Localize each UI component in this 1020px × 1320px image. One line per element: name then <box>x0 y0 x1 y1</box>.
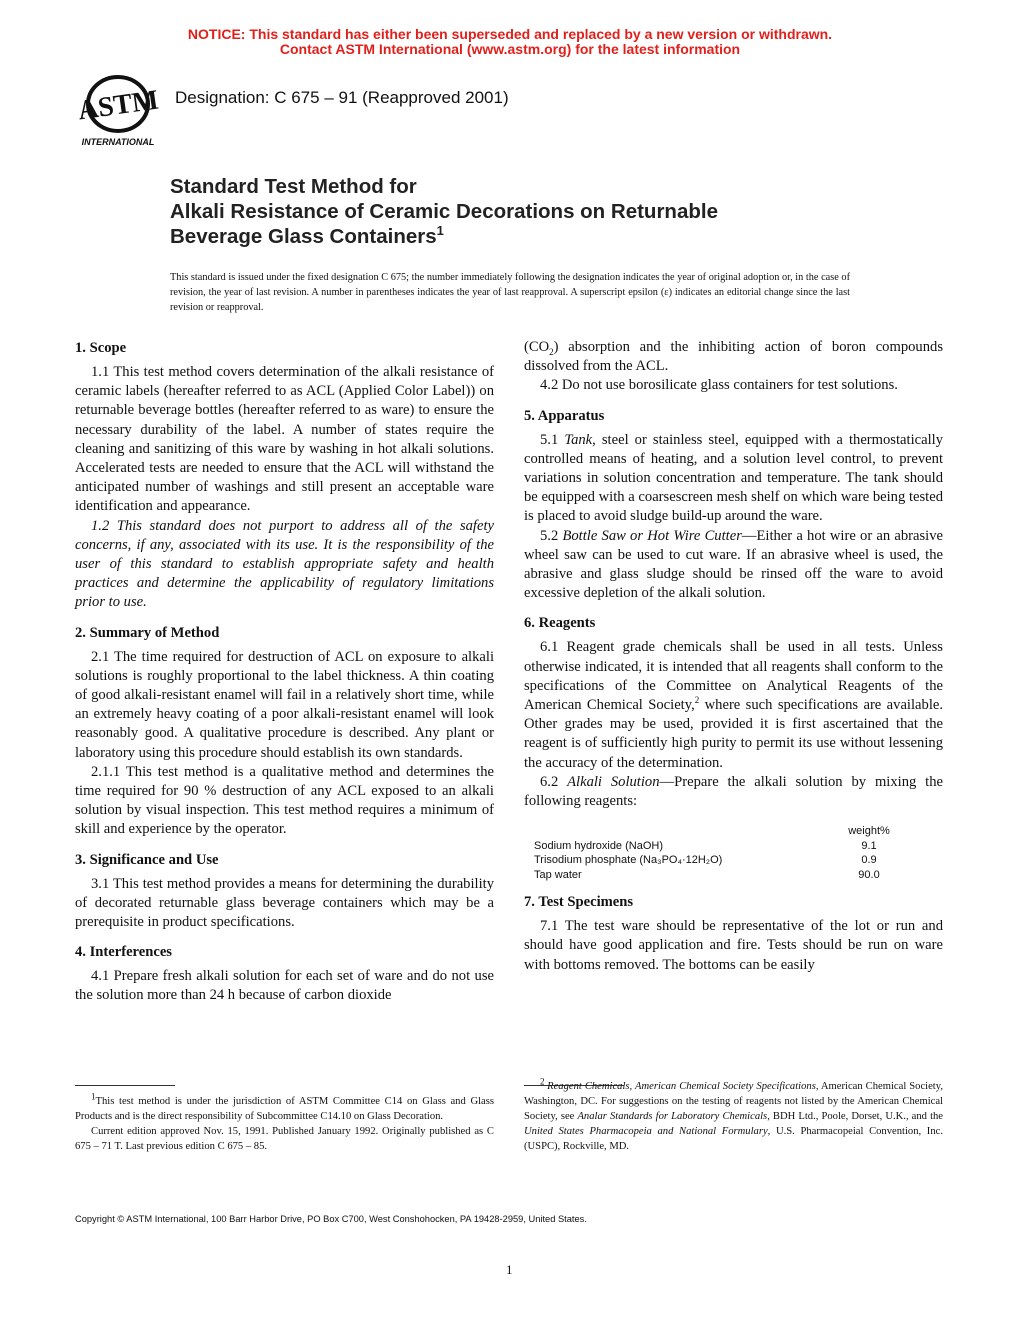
text-segment: 5.2 <box>540 527 563 544</box>
section-heading: 2. Summary of Method <box>75 624 220 641</box>
section <box>524 406 943 604</box>
text-segment: This test method is under the jurisdiction of ASTM Committee C14 on Glass and Glass Products and is the direct responsibility of Subcommittee C14.10 on Glass Decoration. <box>75 1096 494 1122</box>
reagent-weight: 90.0 <box>858 868 880 881</box>
text-segment: , steel or stainless steel, equipped with a thermostatically controlled means of heating, and a solution level control, to prevent variations in solution concentration and temperature. The tank should be equipped with a coarsescreen mesh shelf on which ware being tested is placed to avoid sludge build-up around the ware. <box>524 431 943 525</box>
title-line-3: Beverage Glass Containers <box>170 225 437 248</box>
reagent-name: Tap water <box>534 868 582 881</box>
text-segment: United States Pharmacopeia and National Formulary <box>524 1126 768 1137</box>
text-segment: 7.1 The test ware should be representative of the lot or run and should have good application and fire. Tests should be run on ware with bottoms removed. The bottoms can be easily <box>524 918 943 973</box>
text-segment: Alkali Solution <box>567 773 660 790</box>
notice-banner <box>0 27 1020 57</box>
copyright: Copyright © ASTM International, 100 Barr Harbor Drive, PO Box C700, West Conshohocken, PA 19428-2959, United States. <box>75 1214 587 1224</box>
section-heading: 7. Test Specimens <box>524 894 634 911</box>
text-segment: 1.2 This standard does not purport to address all of the safety concerns, if any, associated with its use. It is the responsibility of the user of this standard to establish appropriate safety and health practices and determine the applicability of regulatory limitations prior to use. <box>75 517 494 611</box>
section-heading: 3. Significance and Use <box>75 851 219 868</box>
section-heading: 5. Apparatus <box>524 407 605 424</box>
text-segment: 2 <box>694 695 700 706</box>
paragraph <box>75 648 494 763</box>
text-segment: 6.2 <box>540 773 568 790</box>
section-heading: 4. Interferences <box>75 944 172 961</box>
text-segment: , American Chemical Society, Washington, DC. For suggestions on the testing of reagents not listed by the American Chemical Society, see <box>524 1081 944 1122</box>
section <box>75 623 494 840</box>
title-line-2: Alkali Resistance of Ceramic Decorations on Returnable <box>170 200 718 223</box>
reagent-name: Sodium hydroxide (NaOH) <box>534 839 663 852</box>
footnote <box>75 1091 494 1124</box>
text-segment: Reagent Chemicals, American Chemical Society Specifications <box>547 1081 816 1092</box>
right-column <box>524 338 943 975</box>
section-heading: 1. Scope <box>75 340 127 356</box>
paragraph <box>75 875 494 933</box>
notice-line-2[interactable]: Contact ASTM International (www.astm.org) for the latest information <box>279 41 741 57</box>
title-line-1: Standard Test Method for <box>170 175 417 198</box>
text-segment: , U.S. Pharmacopeial Convention, Inc. (USPC), Rockville, MD. <box>524 1126 943 1152</box>
title-footnote-ref[interactable]: 1 <box>436 223 444 239</box>
notice-line-1: NOTICE: This standard has either been superseded and replaced by a new version or withdrawn. <box>187 26 833 42</box>
section <box>75 338 494 613</box>
paragraph <box>524 917 943 975</box>
paragraph <box>524 431 943 527</box>
reagent-weight: 9.1 <box>861 839 877 852</box>
text-segment: —Either a hot wire or an abrasive wheel saw can be used to cut ware. If an abrasive wheel is used, the abrasive and glass sludge should be rinsed off the ware to avoid excessive depletion of the alkali solution. <box>524 527 943 602</box>
text-segment: where such specifications are available. Other grades may be used, provided it is first ascertained that the reagent is of sufficiently high purity to permit its use without lessening the accuracy of the determination. <box>524 697 943 771</box>
text-segment: 2 <box>549 346 554 357</box>
paragraph <box>524 638 943 772</box>
text-segment: Bottle Saw or Hot Wire Cutter <box>562 527 742 544</box>
text-segment: ) absorption and the inhibiting action of boron compounds dissolved from the ACL. <box>524 339 943 375</box>
footnote <box>524 1076 944 1154</box>
text-segment: 3.1 This test method provides a means for determining the durability of decorated returnable glass beverage containers which may be a prerequisite in product specifications. <box>75 875 494 931</box>
section <box>524 613 943 882</box>
page-number: 1 <box>506 1262 513 1277</box>
footnote <box>75 1124 494 1154</box>
reagent-weight: 0.9 <box>861 854 877 867</box>
text-segment: 2.1.1 This test method is a qualitative method and determines the time required for 90 % destruction of any ACL exposed to an alkali solution by visual inspection. This test method requires a minimum of skill and experience by the operator. <box>75 763 494 838</box>
table-row <box>534 839 904 854</box>
text-segment: 2.1 The time required for destruction of ACL on exposure to alkali solutions is roughly proportional to the label thickness. A thin coating of good alkali-resistant enamel will fail in a relatively short time, while an extremely heavy coating of a poor alkali-resistant enamel will look reasonably good. A qualitative procedure is described. Any plant or laboratory using this procedure should establish its own standards. <box>75 648 494 761</box>
svg-text:INTERNATIONAL: INTERNATIONAL <box>81 137 155 147</box>
footnotes-left <box>75 1091 494 1154</box>
paragraph <box>75 517 494 613</box>
text-segment: , BDH Ltd., Poole, Dorset, U.K., and the <box>767 1111 944 1122</box>
section <box>75 942 494 1005</box>
issued-note: This standard is issued under the fixed designation C 675; the number immediately following the designation indicates the year of original adoption or, in the case of revision, the year of last revision. A number in parentheses indicates the year of last reapproval. A superscript epsilon (ε) indicates an editorial change since the last revision or reapproval. <box>170 272 850 313</box>
section-heading: 6. Reagents <box>524 615 596 632</box>
text-segment: 5.1 <box>540 431 565 448</box>
footnotes-right <box>524 1076 944 1154</box>
designation: Designation: C 675 – 91 (Reapproved 2001) <box>175 88 509 107</box>
text-segment: Tank <box>564 431 593 448</box>
text-segment: 2 <box>540 1076 548 1087</box>
text-segment: Analar Standards for Laboratory Chemicals <box>577 1111 768 1122</box>
paragraph <box>75 363 494 517</box>
paragraph <box>524 338 943 376</box>
section <box>75 850 494 933</box>
reagent-name: Trisodium phosphate (Na₃PO₄·12H₂O) <box>534 854 723 867</box>
reagent-table <box>534 824 904 882</box>
text-segment: Current edition approved Nov. 15, 1991. Published January 1992. Originally published as C 675 – 71 T. Last previous edition C 675 – 85. <box>75 1126 494 1152</box>
section <box>524 338 943 396</box>
paragraph <box>524 527 943 604</box>
document-title <box>170 174 718 249</box>
astm-logo-icon <box>76 74 160 148</box>
svg-text:ASTM: ASTM <box>76 84 160 127</box>
table-row <box>534 853 904 868</box>
text-segment: 1.1 This test method covers determination of the alkali resistance of ceramic labels (hereafter referred to as ACL (Applied Color Label)) on returnable beverage bottles (hereafter referred to as ware) to ensure the necessary durability of the label. A number of states require the cleaning and sanitizing of this ware by washing in hot alkali solutions. Accelerated tests are needed to ensure that the ACL will withstand the anticipated number of washings and still present an acceptable ware identification and appearance. <box>75 364 494 515</box>
paragraph <box>524 773 943 811</box>
paragraph <box>75 967 494 1005</box>
text-segment: 6.1 Reagent grade chemicals shall be used in all tests. Unless otherwise indicated, it is intended that all reagents shall conform to the specifications of the Committee on Analytical Reagents of the American Chemical Society, <box>524 639 943 714</box>
column-header: weight% <box>848 825 890 838</box>
section <box>524 892 943 975</box>
footnote-divider <box>75 1085 175 1086</box>
text-segment: 4.2 Do not use borosilicate glass containers for test solutions. <box>540 377 898 394</box>
text-segment: —Prepare the alkali solution by mixing the following reagents: <box>524 773 943 810</box>
text-segment: 4.1 Prepare fresh alkali solution for each set of ware and do not use the solution more than 24 h because of carbon dioxide <box>75 968 494 1004</box>
table-row <box>534 868 904 883</box>
paragraph <box>75 763 494 840</box>
text-segment: (CO <box>524 339 550 355</box>
paragraph <box>524 376 943 395</box>
text-segment: 1 <box>91 1091 96 1102</box>
left-column <box>75 338 494 1006</box>
